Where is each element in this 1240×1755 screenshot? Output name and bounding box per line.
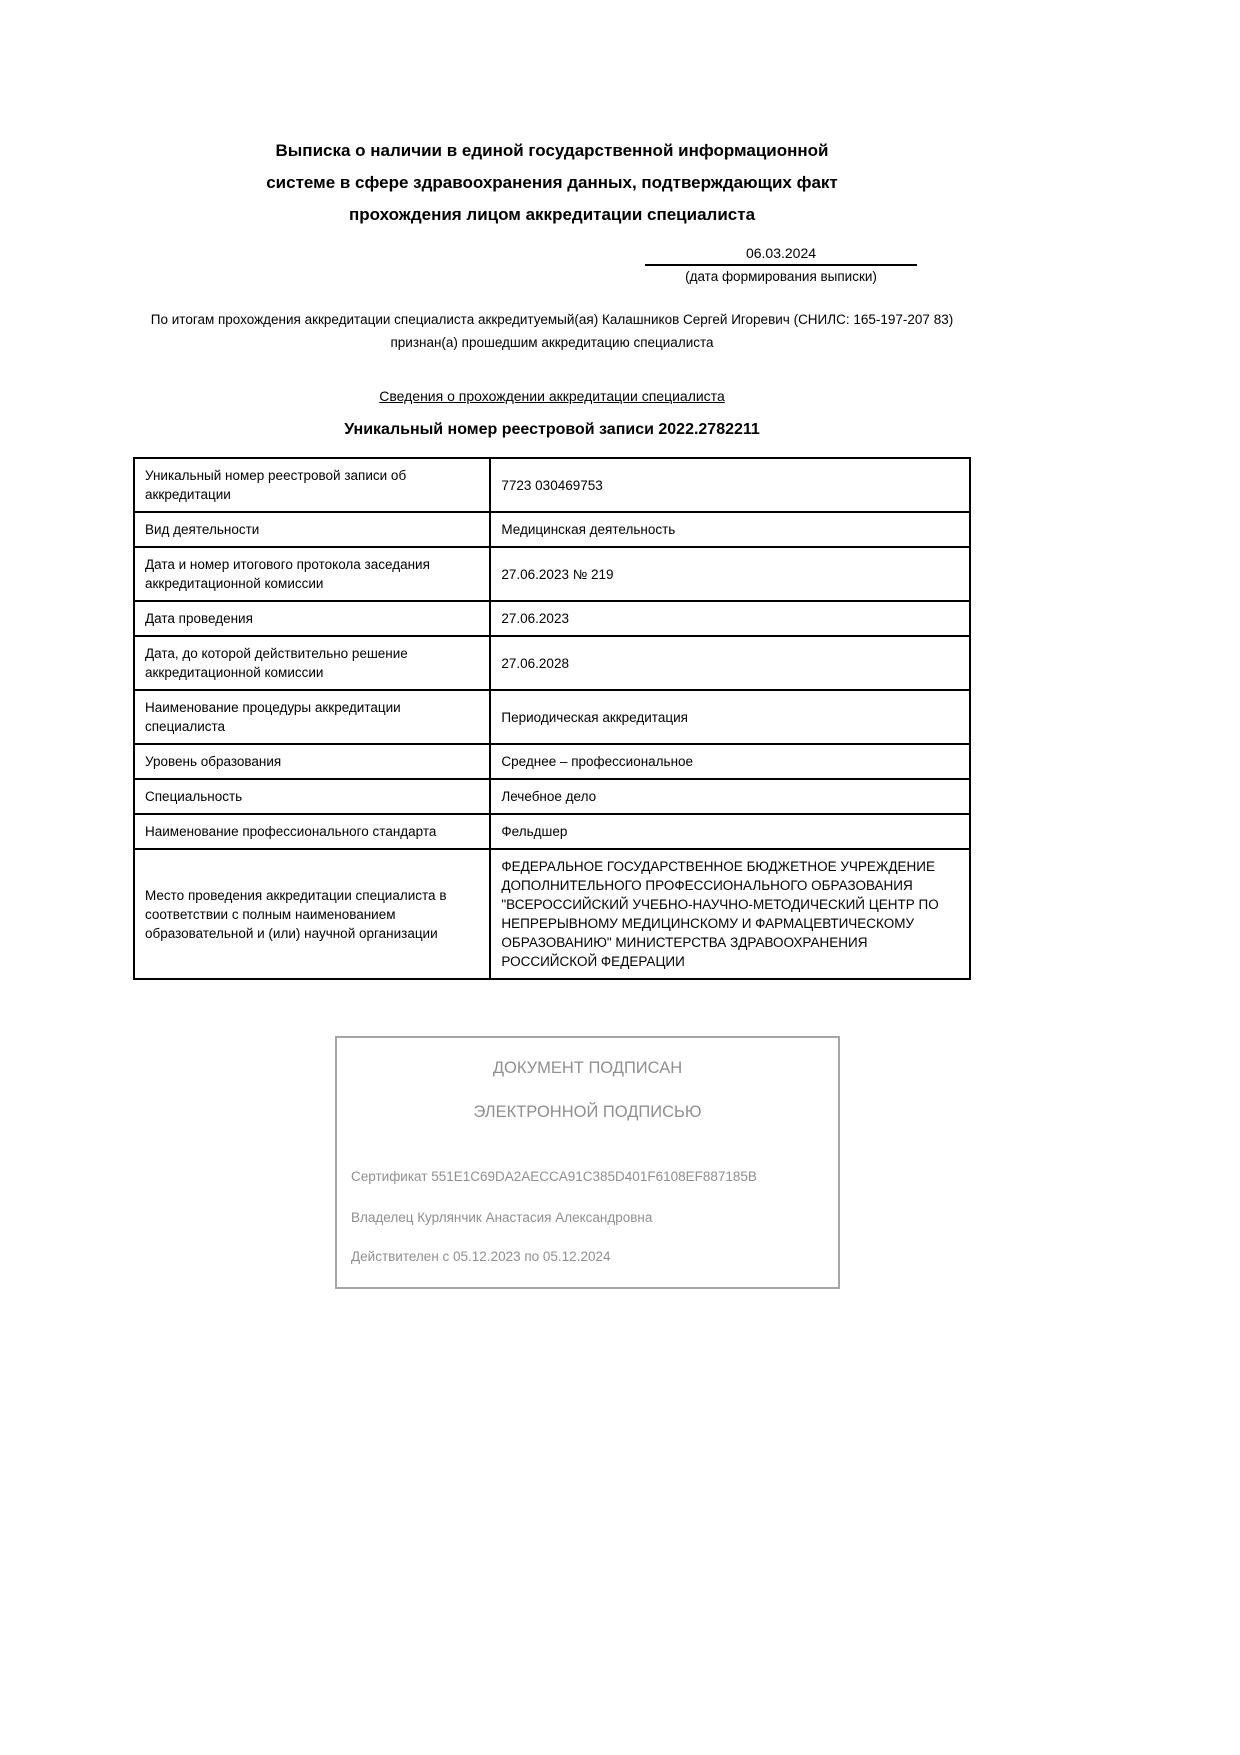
document-title-line: Выписка о наличии в единой государственной информационной (275, 141, 829, 160)
table-row (134, 636, 970, 690)
row-label: Уровень образования (134, 744, 490, 779)
row-label: Дата проведения (134, 601, 490, 636)
table-row (134, 458, 970, 512)
document-title (133, 135, 971, 231)
row-label: Специальность (134, 779, 490, 814)
section-heading: Сведения о прохождении аккредитации специалиста (379, 388, 725, 404)
intro-paragraph: По итогам прохождения аккредитации специалиста аккредитуемый(ая) Калашников Сергей Игоревич (СНИЛС: 165-197-207 83) признан(а) прошедшим аккредитацию специалиста (150, 312, 954, 350)
row-value: Лечебное дело (490, 779, 970, 814)
row-label: Дата, до которой действительно решение аккредитационной комиссии (134, 636, 490, 690)
row-value: 27.06.2023 № 219 (490, 547, 970, 601)
row-value: 7723 030469753 (490, 458, 970, 512)
issue-date-caption: (дата формирования выписки) (685, 269, 877, 284)
document-title-line: прохождения лицом аккредитации специалиста (348, 205, 756, 224)
issue-date: 06.03.2024 (645, 245, 917, 266)
row-label: Наименование профессионального стандарта (134, 814, 490, 849)
table-row (134, 601, 970, 636)
document-content (133, 0, 971, 1289)
signature-title-line1: ДОКУМЕНТ ПОДПИСАН (492, 1059, 683, 1077)
table-row (134, 690, 970, 744)
row-value: 27.06.2028 (490, 636, 970, 690)
table-row (134, 849, 970, 979)
row-label: Наименование процедуры аккредитации специалиста (134, 690, 490, 744)
validity-line: Действителен с 05.12.2023 по 05.12.2024 (351, 1249, 611, 1264)
table-row (134, 744, 970, 779)
row-value: Среднее – профессиональное (490, 744, 970, 779)
issue-date-block (645, 245, 917, 284)
table-row (134, 814, 970, 849)
table-row (134, 547, 970, 601)
signature-title-line2: ЭЛЕКТРОННОЙ ПОДПИСЬЮ (473, 1103, 702, 1121)
owner-line: Владелец Курлянчик Анастасия Александровна (351, 1210, 653, 1225)
row-label: Дата и номер итогового протокола заседания аккредитационной комиссии (134, 547, 490, 601)
accreditation-table (133, 457, 971, 980)
row-value: 27.06.2023 (490, 601, 970, 636)
row-value: ФЕДЕРАЛЬНОЕ ГОСУДАРСТВЕННОЕ БЮДЖЕТНОЕ УЧРЕЖДЕНИЕ ДОПОЛНИТЕЛЬНОГО ПРОФЕССИОНАЛЬНОГО ОБРАЗОВАНИЯ "ВСЕРОССИЙСКИЙ УЧЕБНО-НАУЧНО-МЕТОДИЧЕСКИЙ ЦЕНТР ПО НЕПРЕРЫВНОМУ МЕДИЦИНСКОМУ И ФАРМАЦЕВТИЧЕСКОМУ ОБРАЗОВАНИЮ" МИНИСТЕРСТВА ЗДРАВООХРАНЕНИЯ РОССИЙСКОЙ ФЕДЕРАЦИИ (490, 849, 970, 979)
row-label: Место проведения аккредитации специалиста в соответствии с полным наименованием образовательной и (или) научной организации (134, 849, 490, 979)
signature-stamp (335, 1036, 840, 1289)
row-value: Фельдшер (490, 814, 970, 849)
row-label: Уникальный номер реестровой записи об аккредитации (134, 458, 490, 512)
document-title-line: системе в сфере здравоохранения данных, подтверждающих факт (266, 173, 838, 192)
row-value: Медицинская деятельность (490, 512, 970, 547)
table-row (134, 779, 970, 814)
table-row (134, 512, 970, 547)
row-value: Периодическая аккредитация (490, 690, 970, 744)
certificate-line: Сертификат 551E1C69DA2AECCA91C385D401F6108EF887185B (351, 1169, 757, 1184)
registry-heading: Уникальный номер реестровой записи 2022.2782211 (344, 421, 760, 438)
row-label: Вид деятельности (134, 512, 490, 547)
